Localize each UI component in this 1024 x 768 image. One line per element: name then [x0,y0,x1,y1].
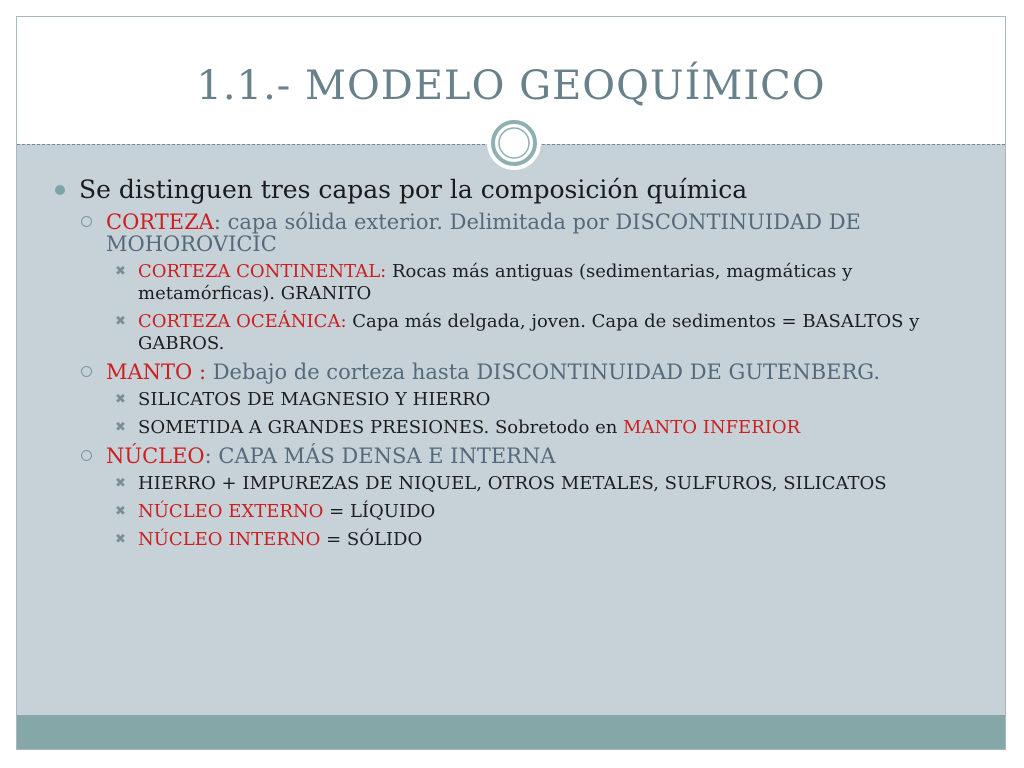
manto-bullet [53,361,983,383]
nucleo-text: : CAPA MÁS DENSA E INTERNA [204,444,556,468]
main-point-text: Se distinguen tres capas por la composición química [79,175,748,204]
slide-frame [16,16,1006,750]
nucleo-externo-bullet [53,501,983,523]
slide-title: 1.1.- MODELO GEOQUÍMICO [196,63,826,109]
corteza-label: CORTEZA [106,210,214,234]
bullet-x-icon: ✖ [115,420,126,435]
corteza-continental-label: CORTEZA CONTINENTAL: [138,261,387,282]
nucleo-item-1-text: HIERRO + IMPUREZAS DE NIQUEL, OTROS METALES, SULFUROS, SILICATOS [138,473,887,494]
corteza-continental-text: Rocas más antiguas (sedimentarias, magmáticas y metamórficas). GRANITO [138,261,853,304]
nucleo-interno-bullet [53,529,983,551]
corteza-oceanica-label: CORTEZA OCEÁNICA: [138,311,347,332]
main-bullet [53,175,983,205]
nucleo-label: NÚCLEO [106,444,205,468]
nucleo-interno-text: = SÓLIDO [320,529,423,550]
bullet-x-icon: ✖ [115,314,126,329]
manto-text: Debajo de corteza hasta DISCONTINUIDAD DE GUTENBERG. [206,360,880,384]
bullet-x-icon: ✖ [115,392,126,407]
corteza-oceanica-text: Capa más delgada, joven. Capa de sedimentos = BASALTOS y GABROS. [138,311,920,354]
manto-inferior-label: MANTO INFERIOR [623,417,801,438]
manto-item-2-text: SOMETIDA A GRANDES PRESIONES. Sobretodo en [138,417,624,438]
manto-label: MANTO : [106,360,207,384]
manto-item-1-text: SILICATOS DE MAGNESIO Y HIERRO [138,389,491,410]
footer-band [17,715,1005,749]
nucleo-bullet [53,445,983,467]
manto-item-1 [53,389,983,411]
bullet-dot-icon [55,185,65,195]
manto-item-2 [53,417,983,439]
circle-ornament-icon [485,114,543,172]
bullet-ring-icon [81,366,92,377]
corteza-bullet [53,211,983,255]
nucleo-item-1 [53,473,983,495]
bullet-x-icon: ✖ [115,264,126,279]
bullet-x-icon: ✖ [115,476,126,491]
corteza-text: : capa sólida exterior. Delimitada por DISCONTINUIDAD DE MOHOROVICIC [106,210,861,256]
bullet-ring-icon [81,450,92,461]
bullet-ring-icon [81,216,92,227]
corteza-oceanica-bullet [53,311,983,355]
bullet-x-icon: ✖ [115,532,126,547]
corteza-continental-bullet [53,261,983,305]
bullet-x-icon: ✖ [115,504,126,519]
nucleo-externo-text: = LÍQUIDO [323,501,436,522]
nucleo-externo-label: NÚCLEO EXTERNO [138,501,324,522]
slide-content [53,175,983,557]
nucleo-interno-label: NÚCLEO INTERNO [138,529,321,550]
